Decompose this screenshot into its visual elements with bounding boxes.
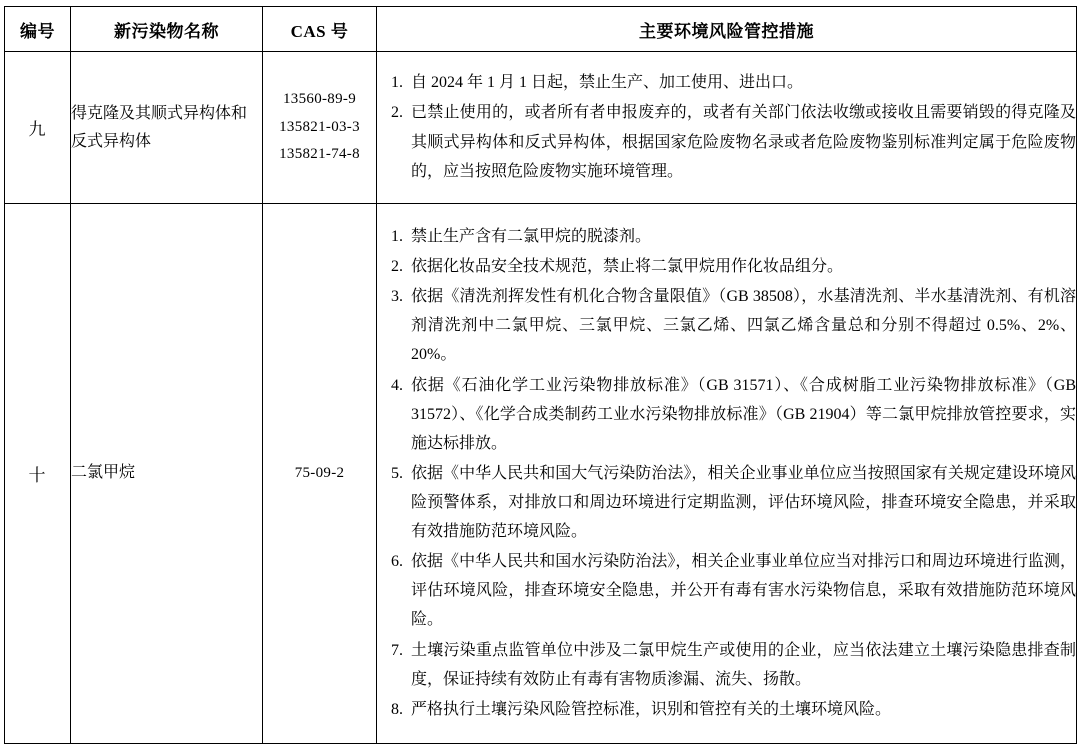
row-measures — [377, 52, 1077, 204]
table-header-row — [5, 7, 1077, 52]
measures-list — [377, 222, 1076, 724]
cas-number: 13560-89-9 — [283, 90, 356, 107]
row-cas-list — [263, 52, 377, 204]
table-body — [5, 52, 1077, 744]
cas-number: 75-09-2 — [294, 464, 345, 481]
row-pollutant-name: 得克隆及其顺式异构体和反式异构体 — [71, 52, 263, 204]
measure-item: 6. 依据《中华人民共和国水污染防治法》，相关企业事业单位应当对排污口和周边环境进行监测，评估环境风险，排查环境安全隐患，并公开有毒有害水污染物信息，采取有效措施防范环境风险。 — [407, 547, 1076, 634]
row-no: 九 — [5, 52, 71, 204]
measure-item: 2. 已禁止使用的，或者所有者申报废弃的，或者有关部门依法收缴或接收且需要销毁的得克隆及其顺式异构体和反式异构体，根据国家危险废物名录或者危险废物鉴别标准判定属于危险废物的，应当按照危险废物实施环境管理。 — [407, 98, 1076, 185]
row-no: 十 — [5, 204, 71, 744]
measure-item: 3. 依据《清洗剂挥发性有机化合物含量限值》（GB 38508），水基清洗剂、半水基清洗剂、有机溶剂清洗剂中二氯甲烷、三氯甲烷、三氯乙烯、四氯乙烯含量总和分别不得超过 0.5%、2%、20%。 — [407, 282, 1076, 369]
measure-item: 2. 依据化妆品安全技术规范，禁止将二氯甲烷用作化妆品组分。 — [407, 252, 1076, 281]
column-header-measures: 主要环境风险管控措施 — [377, 7, 1077, 52]
row-measures — [377, 204, 1077, 744]
measure-item: 1. 禁止生产含有二氯甲烷的脱漆剂。 — [407, 222, 1076, 251]
measure-item: 8. 严格执行土壤污染风险管控标准，识别和管控有关的土壤环境风险。 — [407, 695, 1076, 724]
measure-item: 7. 土壤污染重点监管单位中涉及二氯甲烷生产或使用的企业，应当依法建立土壤污染隐患排查制度，保证持续有效防止有毒有害物质渗漏、流失、扬散。 — [407, 636, 1076, 694]
cas-number: 135821-74-8 — [279, 146, 360, 163]
row-pollutant-name: 二氯甲烷 — [71, 204, 263, 744]
measures-list — [377, 68, 1076, 185]
regulation-table — [4, 6, 1077, 744]
table-header — [5, 7, 1077, 52]
measure-item: 5. 依据《中华人民共和国大气污染防治法》，相关企业事业单位应当按照国家有关规定建设环境风险预警体系，对排放口和周边环境进行定期监测，评估环境风险，排查环境安全隐患，并采取有效措施防范环境风险。 — [407, 459, 1076, 546]
column-header-pollutant-name: 新污染物名称 — [71, 7, 263, 52]
measure-item: 4. 依据《石油化学工业污染物排放标准》（GB 31571）、《合成树脂工业污染物排放标准》（GB 31572）、《化学合成类制药工业水污染物排放标准》（GB 21904）等二氯甲烷排放管控要求，实施达标排放。 — [407, 371, 1076, 458]
table-row — [5, 52, 1077, 204]
row-cas-list — [263, 204, 377, 744]
measure-item: 1. 自 2024 年 1 月 1 日起，禁止生产、加工使用、进出口。 — [407, 68, 1076, 97]
table-row — [5, 204, 1077, 744]
column-header-no: 编号 — [5, 7, 71, 52]
cas-number: 135821-03-3 — [279, 118, 360, 135]
column-header-cas: CAS 号 — [263, 7, 377, 52]
